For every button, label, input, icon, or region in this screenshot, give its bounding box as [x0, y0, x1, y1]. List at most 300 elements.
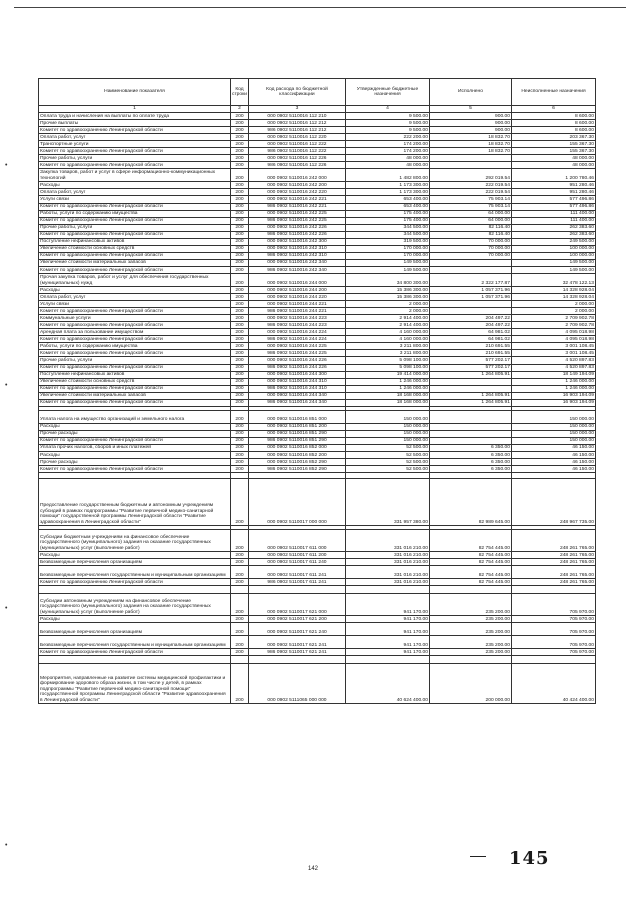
table-row	[39, 169, 596, 182]
row-approved: 170 000.00	[345, 245, 429, 252]
row-approved: 331 016 210.00	[345, 566, 429, 579]
row-executed: 6 350.00	[429, 466, 511, 473]
row-budget-code: 000 0902 5110017 621 200	[248, 616, 345, 623]
row-executed: 222 019.54	[429, 182, 511, 189]
row-approved: 3 211 800.00	[345, 350, 429, 357]
row-executed: 577 202.17	[429, 364, 511, 371]
row-unexecuted: 48 000.00	[511, 162, 595, 169]
row-unexecuted: 149 500.00	[511, 266, 595, 273]
row-budget-code: 000 0902 5110016 112 226	[248, 155, 345, 162]
row-executed: 82 754 445.00	[429, 530, 511, 552]
row-line-code: 200	[231, 245, 249, 252]
row-unexecuted: 2 709 902.78	[511, 315, 595, 322]
row-executed: 577 202.17	[429, 357, 511, 364]
row-budget-code: 000 0902 5110016 852 000	[248, 444, 345, 451]
row-name: Увеличение стоимости материальных запасов	[39, 259, 231, 266]
row-line-code: 200	[231, 231, 249, 238]
row-budget-code: 000 0902 5110016 244 340	[248, 392, 345, 399]
row-executed	[429, 430, 511, 437]
row-unexecuted: 46 150.00	[511, 459, 595, 466]
row-approved: 2 914 400.00	[345, 322, 429, 329]
row-budget-code: 986 0902 5110016 244 221	[248, 308, 345, 315]
row-approved: 150 000.00	[345, 423, 429, 430]
row-unexecuted: 46 150.00	[511, 451, 595, 458]
table-row	[39, 224, 596, 231]
header-name: Наименование показателя	[39, 79, 231, 106]
row-executed: 6 350.00	[429, 444, 511, 451]
row-unexecuted: 577 496.86	[511, 196, 595, 203]
row-unexecuted: 100 000.00	[511, 245, 595, 252]
spacer-cell	[248, 586, 345, 594]
row-budget-code: 000 0902 5110016 242 000	[248, 169, 345, 182]
header-approved: Утвержденные бюджетные назначения	[345, 79, 429, 106]
row-budget-code: 000 0902 5110016 244 300	[248, 371, 345, 378]
column-index: 1	[39, 106, 231, 113]
row-budget-code: 986 0902 5110016 242 310	[248, 252, 345, 259]
row-name: Увеличение стоимости основных средств	[39, 245, 231, 252]
row-name: Арендная плата за пользование имуществом	[39, 329, 231, 336]
row-name: Прочая закупка товаров, работ и услуг для обеспечения государственных (муниципальных) нужд	[39, 273, 231, 286]
row-budget-code: 000 0902 5110016 851 000	[248, 410, 345, 423]
row-approved: 52 500.00	[345, 444, 429, 451]
row-line-code: 200	[231, 451, 249, 458]
row-approved: 1 482 800.00	[345, 169, 429, 182]
row-executed: 200 000.00	[429, 664, 511, 704]
row-name: Мероприятия, направленные на развитие системы медицинской профилактики и формирование здорового образа жизни, в том числе у детей, в рамках подпрограммы "Развитие первичной медико-санитарной помощи" государственной программы Ленинградской области "Развитие здравоохранения в Ленинградской области"	[39, 664, 231, 704]
row-approved: 331 016 210.00	[345, 559, 429, 566]
row-name: Прочие работы, услуги	[39, 357, 231, 364]
spacer-cell	[345, 656, 429, 664]
row-executed: 204 497.22	[429, 322, 511, 329]
row-unexecuted: 577 496.86	[511, 203, 595, 210]
table-row	[39, 286, 596, 293]
row-budget-code: 986 0902 5110016 244 223	[248, 322, 345, 329]
row-executed: 82 989 645.00	[429, 479, 511, 526]
table-row	[39, 566, 596, 579]
row-approved: 2 000.00	[345, 301, 429, 308]
row-unexecuted: 3 001 108.45	[511, 350, 595, 357]
row-executed: 222 019.54	[429, 189, 511, 196]
row-name: Транспортные услуги	[39, 141, 231, 148]
row-unexecuted: 16 903 194.09	[511, 399, 595, 406]
margin-mark: •	[5, 605, 8, 612]
row-budget-code: 000 0902 5110016 244 220	[248, 294, 345, 301]
table-row	[39, 266, 596, 273]
row-unexecuted: 248 261 765.00	[511, 579, 595, 586]
row-budget-code: 000 0902 5110016 242 225	[248, 210, 345, 217]
row-name: Увеличение стоимости материальных запасов	[39, 392, 231, 399]
row-approved: 3 211 800.00	[345, 343, 429, 350]
row-unexecuted: 8 600.00	[511, 113, 595, 120]
row-approved: 5 098 100.00	[345, 364, 429, 371]
row-approved: 331 016 210.00	[345, 552, 429, 559]
row-unexecuted: 4 520 897.83	[511, 357, 595, 364]
row-name: Закупка товаров, работ и услуг в сфере информационно-коммуникационных технологий	[39, 169, 231, 182]
row-budget-code: 986 0902 5110016 244 310	[248, 385, 345, 392]
spacer-cell	[248, 656, 345, 664]
row-line-code: 200	[231, 155, 249, 162]
row-name: Оплата работ, услуг	[39, 189, 231, 196]
table-row	[39, 336, 596, 343]
row-budget-code: 000 0902 5110017 621 000	[248, 594, 345, 616]
table-row	[39, 649, 596, 656]
row-unexecuted: 3 001 108.45	[511, 343, 595, 350]
table-row	[39, 430, 596, 437]
row-executed: 1 057 371.96	[429, 286, 511, 293]
row-name: Комитет по здравоохранению Ленинградской области	[39, 385, 231, 392]
margin-mark: •	[5, 842, 8, 849]
row-executed: 900.00	[429, 113, 511, 120]
column-index: 5	[429, 106, 511, 113]
row-line-code: 200	[231, 294, 249, 301]
table-row	[39, 399, 596, 406]
row-executed: 70 000.00	[429, 238, 511, 245]
row-name: Комитет по здравоохранению Ленинградской области	[39, 252, 231, 259]
table-row	[39, 162, 596, 169]
row-unexecuted: 150 000.00	[511, 430, 595, 437]
row-line-code: 200	[231, 315, 249, 322]
row-approved: 2 914 400.00	[345, 315, 429, 322]
table-row	[39, 231, 596, 238]
row-unexecuted: 248 261 765.00	[511, 566, 595, 579]
row-approved: 2 000.00	[345, 308, 429, 315]
table-row	[39, 559, 596, 566]
row-budget-code: 000 0902 5110016 244 223	[248, 315, 345, 322]
row-approved: 331 016 210.00	[345, 530, 429, 552]
column-index: 2	[231, 106, 249, 113]
table-row	[39, 579, 596, 586]
spacer-cell	[39, 656, 231, 664]
row-name: Комитет по здравоохранению Ленинградской области	[39, 266, 231, 273]
row-line-code: 200	[231, 594, 249, 616]
row-executed	[429, 308, 511, 315]
row-budget-code: 000 0902 5110016 242 200	[248, 182, 345, 189]
margin-mark: •	[5, 162, 8, 169]
row-line-code: 200	[231, 113, 249, 120]
table-row	[39, 315, 596, 322]
row-name: Увеличение стоимости основных средств	[39, 378, 231, 385]
row-line-code: 200	[231, 423, 249, 430]
row-budget-code: 000 0902 5110016 244 310	[248, 378, 345, 385]
row-unexecuted: 149 500.00	[511, 259, 595, 266]
row-executed: 64 000.00	[429, 217, 511, 224]
row-unexecuted: 48 000.00	[511, 155, 595, 162]
row-approved: 941 170.00	[345, 636, 429, 649]
row-budget-code: 000 0902 5110017 621 240	[248, 623, 345, 636]
table-row	[39, 466, 596, 473]
budget-table	[38, 78, 596, 704]
row-name: Коммунальные услуги	[39, 315, 231, 322]
row-approved: 170 000.00	[345, 252, 429, 259]
row-name: Оплата работ, услуг	[39, 134, 231, 141]
row-budget-code: 986 0902 5110016 112 212	[248, 127, 345, 134]
row-approved: 4 160 000.00	[345, 329, 429, 336]
row-name: Комитет по здравоохранению Ленинградской области	[39, 579, 231, 586]
row-budget-code: 986 0902 5110016 244 225	[248, 350, 345, 357]
row-unexecuted: 155 367.30	[511, 141, 595, 148]
row-approved: 941 170.00	[345, 623, 429, 636]
row-executed: 82 754 445.00	[429, 552, 511, 559]
row-unexecuted: 951 280.46	[511, 182, 595, 189]
row-unexecuted: 111 400.00	[511, 210, 595, 217]
row-approved: 40 624 400.00	[345, 664, 429, 704]
row-line-code: 200	[231, 210, 249, 217]
table-row	[39, 423, 596, 430]
row-unexecuted: 100 000.00	[511, 252, 595, 259]
table-row	[39, 350, 596, 357]
row-approved: 52 500.00	[345, 459, 429, 466]
table-row	[39, 308, 596, 315]
row-unexecuted: 1 246 000.00	[511, 378, 595, 385]
row-executed: 64 981.02	[429, 336, 511, 343]
table-row	[39, 203, 596, 210]
row-budget-code: 000 0902 5110017 621 241	[248, 636, 345, 649]
row-unexecuted: 248 261 765.00	[511, 530, 595, 552]
column-index-row	[39, 106, 596, 113]
table-row	[39, 196, 596, 203]
table-row	[39, 392, 596, 399]
row-budget-code: 000 0902 5110016 852 200	[248, 451, 345, 458]
spacer-row	[39, 656, 596, 664]
row-executed: 900.00	[429, 127, 511, 134]
row-unexecuted: 4 520 897.83	[511, 364, 595, 371]
row-executed: 1 264 805.91	[429, 399, 511, 406]
row-line-code: 200	[231, 238, 249, 245]
row-unexecuted: 150 000.00	[511, 423, 595, 430]
row-executed: 210 691.55	[429, 350, 511, 357]
row-name: Уплата прочих налогов, сборов и иных платежей	[39, 444, 231, 451]
row-approved: 174 200.00	[345, 141, 429, 148]
row-executed: 210 691.55	[429, 343, 511, 350]
row-budget-code: 000 0902 5110016 112 222	[248, 141, 345, 148]
table-row	[39, 210, 596, 217]
row-line-code: 200	[231, 364, 249, 371]
row-unexecuted: 2 000.00	[511, 308, 595, 315]
row-executed	[429, 423, 511, 430]
row-budget-code: 986 0902 5110016 242 225	[248, 217, 345, 224]
row-line-code: 200	[231, 664, 249, 704]
row-name: Расходы	[39, 182, 231, 189]
row-executed: 1 264 805.91	[429, 371, 511, 378]
row-executed: 2 322 177.87	[429, 273, 511, 286]
row-executed: 82 754 445.00	[429, 566, 511, 579]
table-row	[39, 530, 596, 552]
row-name: Расходы	[39, 616, 231, 623]
row-name: Оплата работ, услуг	[39, 294, 231, 301]
row-approved: 5 098 100.00	[345, 357, 429, 364]
row-unexecuted: 155 367.30	[511, 148, 595, 155]
row-executed: 75 903.14	[429, 203, 511, 210]
row-budget-code: 986 0902 5110017 611 241	[248, 579, 345, 586]
row-executed: 82 754 445.00	[429, 579, 511, 586]
table-row	[39, 252, 596, 259]
row-approved: 48 000.00	[345, 162, 429, 169]
row-approved: 331 957 380.00	[345, 479, 429, 526]
row-budget-code: 986 0902 5110016 244 224	[248, 336, 345, 343]
column-index: 3	[248, 106, 345, 113]
row-unexecuted: 18 149 194.09	[511, 371, 595, 378]
row-unexecuted: 705 970.00	[511, 623, 595, 636]
row-executed: 235 200.00	[429, 623, 511, 636]
row-approved: 149 500.00	[345, 266, 429, 273]
row-approved: 9 500.00	[345, 120, 429, 127]
page-number: 142	[308, 866, 319, 872]
row-name: Комитет по здравоохранению Ленинградской области	[39, 350, 231, 357]
row-name: Комитет по здравоохранению Ленинградской области	[39, 336, 231, 343]
row-approved: 48 000.00	[345, 155, 429, 162]
row-executed: 70 000.00	[429, 252, 511, 259]
row-approved: 15 386 300.00	[345, 286, 429, 293]
row-budget-code: 000 0902 5110016 242 221	[248, 196, 345, 203]
row-name: Работы, услуги по содержанию имущества	[39, 210, 231, 217]
row-line-code: 200	[231, 189, 249, 196]
table-row	[39, 217, 596, 224]
row-line-code: 200	[231, 459, 249, 466]
row-unexecuted: 46 150.00	[511, 444, 595, 451]
margin-mark: •	[5, 382, 8, 389]
spacer-cell	[429, 656, 511, 664]
row-name: Расходы	[39, 552, 231, 559]
row-line-code: 200	[231, 552, 249, 559]
row-unexecuted: 8 600.00	[511, 127, 595, 134]
row-line-code: 200	[231, 224, 249, 231]
row-line-code: 200	[231, 286, 249, 293]
row-line-code: 200	[231, 530, 249, 552]
table-row	[39, 479, 596, 526]
row-budget-code: 986 0902 5110016 244 340	[248, 399, 345, 406]
row-name: Комитет по здравоохранению Ленинградской области	[39, 203, 231, 210]
row-line-code: 200	[231, 357, 249, 364]
row-executed	[429, 266, 511, 273]
row-line-code: 200	[231, 322, 249, 329]
table-row	[39, 273, 596, 286]
row-line-code: 200	[231, 371, 249, 378]
row-executed: 235 200.00	[429, 649, 511, 656]
table-row	[39, 437, 596, 444]
row-unexecuted: 4 095 018.98	[511, 336, 595, 343]
row-line-code: 200	[231, 196, 249, 203]
row-approved: 941 170.00	[345, 594, 429, 616]
row-line-code: 200	[231, 649, 249, 656]
row-unexecuted: 951 280.46	[511, 189, 595, 196]
row-approved: 18 168 000.00	[345, 399, 429, 406]
row-unexecuted: 40 424 400.00	[511, 664, 595, 704]
row-executed: 6 350.00	[429, 451, 511, 458]
row-line-code: 200	[231, 636, 249, 649]
row-budget-code: 000 0902 5111065 000 000	[248, 664, 345, 704]
row-budget-code: 986 0902 5110016 112 222	[248, 148, 345, 155]
row-budget-code: 000 0902 5110016 244 225	[248, 343, 345, 350]
row-line-code: 200	[231, 182, 249, 189]
row-approved: 941 170.00	[345, 649, 429, 656]
row-line-code: 200	[231, 430, 249, 437]
row-approved: 174 200.00	[345, 148, 429, 155]
row-line-code: 200	[231, 566, 249, 579]
row-name: Комитет по здравоохранению Ленинградской области	[39, 649, 231, 656]
row-name: Работы, услуги по содержанию имущества	[39, 343, 231, 350]
table-row	[39, 322, 596, 329]
row-budget-code: 000 0902 5110016 244 221	[248, 301, 345, 308]
table-row	[39, 378, 596, 385]
row-budget-code: 986 0902 5110016 852 290	[248, 466, 345, 473]
row-name: Безвозмездные перечисления организациям	[39, 623, 231, 636]
row-name: Субсидии автономным учреждениям на финансовое обеспечение государственного (муниципального) задания на оказание государственных (муниципальных) услуг (выполнение работ)	[39, 594, 231, 616]
spacer-row	[39, 586, 596, 594]
row-line-code: 200	[231, 329, 249, 336]
row-executed: 235 200.00	[429, 636, 511, 649]
spacer-cell	[511, 656, 595, 664]
row-approved: 653 400.00	[345, 203, 429, 210]
row-budget-code: 000 0902 5110016 242 310	[248, 245, 345, 252]
row-name: Прочие расходы	[39, 459, 231, 466]
row-name: Комитет по здравоохранению Ленинградской области	[39, 308, 231, 315]
row-approved: 1 246 000.00	[345, 378, 429, 385]
row-unexecuted: 1 246 000.00	[511, 385, 595, 392]
row-name: Комитет по здравоохранению Ленинградской области	[39, 231, 231, 238]
table-row	[39, 113, 596, 120]
row-name: Комитет по здравоохранению Ленинградской области	[39, 322, 231, 329]
row-line-code: 200	[231, 579, 249, 586]
row-executed: 235 200.00	[429, 616, 511, 623]
row-unexecuted: 262 383.60	[511, 224, 595, 231]
row-name: Безвозмездные перечисления государственным и муниципальным организациям	[39, 566, 231, 579]
row-unexecuted: 32 478 122.13	[511, 273, 595, 286]
table-row	[39, 364, 596, 371]
row-budget-code: 000 0902 5110016 242 220	[248, 189, 345, 196]
row-approved: 150 000.00	[345, 437, 429, 444]
row-budget-code: 986 0902 5110016 242 340	[248, 266, 345, 273]
row-line-code: 200	[231, 623, 249, 636]
row-unexecuted: 705 970.00	[511, 636, 595, 649]
row-name: Расходы	[39, 423, 231, 430]
row-name: Комитет по здравоохранению Ленинградской области	[39, 148, 231, 155]
row-line-code: 200	[231, 350, 249, 357]
row-executed: 82 754 445.00	[429, 559, 511, 566]
row-name: Предоставление государственным бюджетным и автономным учреждениям субсидий в рамках подпрограммы "Развитие первичной медико-санитарной помощи" государственной программы Ленинградской области "Развитие здравоохранения в Ленинградской области"	[39, 479, 231, 526]
row-line-code: 200	[231, 616, 249, 623]
row-approved: 1 173 300.00	[345, 189, 429, 196]
header-budget-code: Код расхода по бюджетной классификации	[248, 79, 345, 106]
row-line-code: 200	[231, 479, 249, 526]
row-line-code: 200	[231, 392, 249, 399]
row-line-code: 200	[231, 301, 249, 308]
spacer-cell	[231, 586, 249, 594]
table-row	[39, 636, 596, 649]
row-approved: 19 414 000.00	[345, 371, 429, 378]
row-line-code: 200	[231, 203, 249, 210]
row-approved: 344 500.00	[345, 224, 429, 231]
table-row	[39, 623, 596, 636]
row-budget-code: 000 0902 5110017 611 000	[248, 530, 345, 552]
row-budget-code: 000 0902 5110016 242 226	[248, 224, 345, 231]
row-approved: 9 500.00	[345, 113, 429, 120]
row-executed: 204 497.22	[429, 315, 511, 322]
row-line-code: 200	[231, 559, 249, 566]
row-executed: 18 832.70	[429, 141, 511, 148]
table-header-row	[39, 79, 596, 106]
row-line-code: 200	[231, 134, 249, 141]
row-budget-code: 000 0902 5110017 611 240	[248, 559, 345, 566]
row-executed	[429, 378, 511, 385]
row-line-code: 200	[231, 444, 249, 451]
row-line-code: 200	[231, 266, 249, 273]
row-line-code: 200	[231, 343, 249, 350]
row-unexecuted: 8 600.00	[511, 120, 595, 127]
row-budget-code: 986 0902 5110016 851 290	[248, 437, 345, 444]
row-approved: 1 246 000.00	[345, 385, 429, 392]
row-executed: 64 981.02	[429, 329, 511, 336]
header-line-code: Код строки	[231, 79, 249, 106]
